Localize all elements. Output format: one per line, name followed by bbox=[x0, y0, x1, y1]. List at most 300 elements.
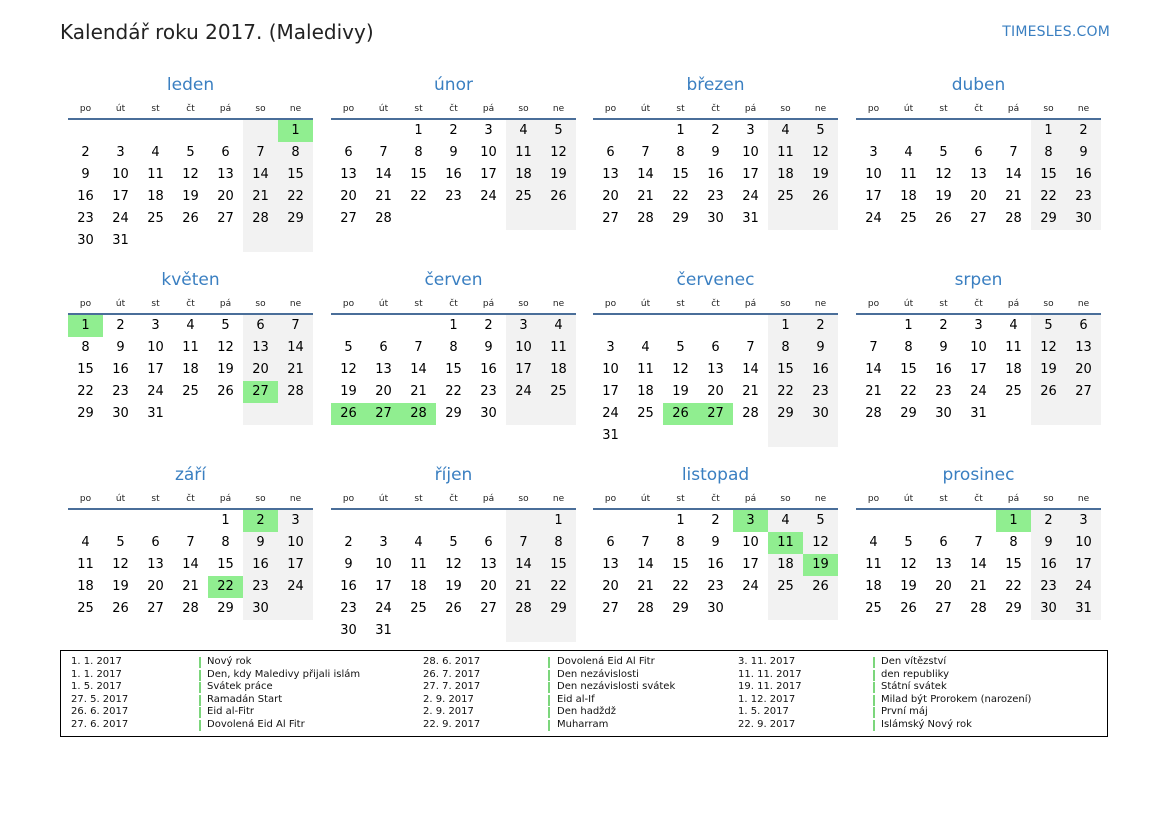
legend-date: 19. 11. 2017 bbox=[738, 681, 802, 693]
day-cell: 4 bbox=[541, 315, 576, 337]
day-cell: 18 bbox=[900, 189, 917, 204]
weekday-label: po bbox=[604, 104, 617, 114]
day-cell: 27 bbox=[602, 601, 619, 616]
empty-cell bbox=[278, 403, 313, 425]
weekday-label: čt bbox=[186, 494, 195, 504]
day-cell: 21 bbox=[970, 579, 987, 594]
empty-cell bbox=[803, 598, 838, 620]
weekday-label: st bbox=[414, 299, 423, 309]
day-cell: 29 bbox=[672, 601, 689, 616]
day-cell: 15 bbox=[410, 167, 427, 182]
day-cell: 8 bbox=[541, 532, 576, 554]
weekday-label: st bbox=[676, 494, 685, 504]
weekday-label: so bbox=[1043, 104, 1054, 114]
day-cell: 4 bbox=[506, 120, 541, 142]
empty-cell bbox=[593, 315, 628, 337]
empty-cell bbox=[541, 403, 576, 425]
day-cell: 28 bbox=[742, 406, 759, 421]
day-cell: 30 bbox=[1031, 598, 1066, 620]
day-cell: 1 bbox=[676, 513, 685, 528]
day-cell: 3 bbox=[506, 315, 541, 337]
day-cell: 7 bbox=[869, 340, 878, 355]
day-cell: 7 bbox=[1009, 145, 1018, 160]
holiday-legend bbox=[60, 650, 1108, 737]
day-cell: 6 bbox=[974, 145, 983, 160]
day-cell: 6 bbox=[606, 535, 615, 550]
day-cell: 7 bbox=[379, 145, 388, 160]
day-cell: 10 bbox=[506, 337, 541, 359]
legend-date: 28. 6. 2017 bbox=[423, 656, 481, 667]
day-cell: 17 bbox=[147, 362, 164, 377]
day-cell: 11 bbox=[541, 337, 576, 359]
day-cell: 3 bbox=[151, 318, 160, 333]
legend-name: Dovolená Eid Al Fitr bbox=[557, 656, 655, 667]
day-cell: 12 bbox=[672, 362, 689, 377]
day-cell: 11 bbox=[900, 167, 917, 182]
weekday-label: út bbox=[378, 104, 389, 114]
empty-cell bbox=[366, 510, 401, 532]
weekday-label: út bbox=[115, 494, 126, 504]
day-cell: 23 bbox=[707, 579, 724, 594]
empty-cell bbox=[436, 620, 471, 642]
weekday-label: po bbox=[342, 299, 355, 309]
weekday-label: čt bbox=[449, 104, 458, 114]
holiday-day: 28 bbox=[401, 403, 436, 425]
day-cell: 9 bbox=[711, 145, 720, 160]
day-cell: 13 bbox=[147, 557, 164, 572]
day-cell: 23 bbox=[445, 189, 462, 204]
empty-cell bbox=[173, 510, 208, 532]
day-cell: 27 bbox=[602, 211, 619, 226]
legend-color-bar bbox=[873, 657, 875, 668]
day-cell: 1 bbox=[414, 123, 423, 138]
day-cell: 2 bbox=[81, 145, 90, 160]
day-cell: 28 bbox=[243, 208, 278, 230]
legend-color-bar bbox=[199, 657, 201, 668]
day-cell: 12 bbox=[541, 142, 576, 164]
day-cell: 11 bbox=[1005, 340, 1022, 355]
day-cell: 5 bbox=[186, 145, 195, 160]
day-cell: 2 bbox=[1031, 510, 1066, 532]
day-cell: 4 bbox=[186, 318, 195, 333]
weekday-label: ne bbox=[1077, 299, 1090, 309]
month-name: únor bbox=[434, 75, 473, 95]
day-cell: 2 bbox=[1066, 120, 1101, 142]
weekday-label: po bbox=[867, 104, 880, 114]
day-cell: 25 bbox=[768, 576, 803, 598]
day-cell: 30 bbox=[707, 601, 724, 616]
day-cell: 29 bbox=[900, 406, 917, 421]
day-cell: 1 bbox=[541, 510, 576, 532]
day-cell: 23 bbox=[1066, 186, 1101, 208]
day-cell: 20 bbox=[217, 189, 234, 204]
day-cell: 17 bbox=[865, 189, 882, 204]
weekday-header bbox=[68, 100, 313, 120]
weekday-header bbox=[68, 295, 313, 315]
weekday-label: so bbox=[1043, 299, 1054, 309]
day-cell: 11 bbox=[865, 557, 882, 572]
weekday-label: so bbox=[518, 104, 529, 114]
day-cell: 19 bbox=[445, 579, 462, 594]
day-cell: 20 bbox=[340, 189, 357, 204]
day-cell: 31 bbox=[1066, 598, 1101, 620]
empty-cell bbox=[208, 230, 243, 252]
day-cell: 7 bbox=[641, 145, 650, 160]
weekday-label: út bbox=[378, 494, 389, 504]
weekday-label: so bbox=[518, 494, 529, 504]
day-cell: 12 bbox=[935, 167, 952, 182]
day-cell: 12 bbox=[445, 557, 462, 572]
day-cell: 12 bbox=[1031, 337, 1066, 359]
day-cell: 22 bbox=[1005, 579, 1022, 594]
day-cell: 29 bbox=[217, 601, 234, 616]
day-cell: 16 bbox=[243, 554, 278, 576]
day-cell: 26 bbox=[900, 601, 917, 616]
weekday-label: ne bbox=[552, 494, 565, 504]
day-cell: 22 bbox=[278, 186, 313, 208]
weekday-label: pá bbox=[744, 494, 757, 504]
day-cell: 20 bbox=[1066, 359, 1101, 381]
empty-cell bbox=[68, 510, 103, 532]
days-grid bbox=[331, 120, 576, 230]
legend-name: Den, kdy Maledivy přijali islám bbox=[207, 668, 361, 680]
month-block bbox=[593, 464, 838, 620]
day-cell: 23 bbox=[707, 189, 724, 204]
weekday-label: po bbox=[342, 104, 355, 114]
day-cell: 15 bbox=[768, 359, 803, 381]
weekday-header bbox=[856, 490, 1101, 510]
legend-name: Den nezávislosti svátek bbox=[557, 681, 676, 693]
day-cell: 21 bbox=[182, 579, 199, 594]
day-cell: 22 bbox=[672, 189, 689, 204]
day-cell: 4 bbox=[768, 120, 803, 142]
month-block bbox=[68, 269, 313, 425]
weekday-label: pá bbox=[219, 299, 232, 309]
holiday-day: 27 bbox=[243, 381, 278, 403]
days-grid bbox=[68, 120, 313, 252]
empty-cell bbox=[401, 510, 436, 532]
day-cell: 16 bbox=[935, 362, 952, 377]
day-cell: 2 bbox=[711, 123, 720, 138]
legend-color-bar bbox=[548, 670, 550, 681]
legend-name: Den nezávislosti bbox=[557, 668, 639, 680]
day-cell: 18 bbox=[506, 164, 541, 186]
day-cell: 10 bbox=[112, 167, 129, 182]
legend-color-bar bbox=[548, 707, 550, 718]
weekday-label: út bbox=[378, 299, 389, 309]
day-cell: 23 bbox=[935, 384, 952, 399]
day-cell: 26 bbox=[445, 601, 462, 616]
legend-date: 26. 7. 2017 bbox=[423, 668, 481, 680]
weekday-label: pá bbox=[1007, 494, 1020, 504]
legend-name: Ramadán Start bbox=[207, 693, 283, 705]
day-cell: 21 bbox=[865, 384, 882, 399]
legend-color-bar bbox=[873, 682, 875, 693]
month-name: leden bbox=[166, 75, 215, 95]
day-cell: 14 bbox=[637, 557, 654, 572]
day-cell: 6 bbox=[221, 145, 230, 160]
holiday-day: 3 bbox=[733, 510, 768, 532]
day-cell: 2 bbox=[711, 513, 720, 528]
weekday-label: po bbox=[604, 494, 617, 504]
weekday-label: st bbox=[414, 104, 423, 114]
day-cell: 21 bbox=[243, 186, 278, 208]
day-cell: 30 bbox=[935, 406, 952, 421]
legend-name: Eid al-Fitr bbox=[207, 706, 254, 718]
day-cell: 20 bbox=[243, 359, 278, 381]
day-cell: 5 bbox=[1031, 315, 1066, 337]
day-cell: 23 bbox=[803, 381, 838, 403]
day-cell: 14 bbox=[182, 557, 199, 572]
day-cell: 5 bbox=[116, 535, 125, 550]
days-grid bbox=[593, 315, 838, 447]
weekday-label: ne bbox=[814, 104, 827, 114]
empty-cell bbox=[208, 403, 243, 425]
weekday-label: po bbox=[604, 299, 617, 309]
day-cell: 7 bbox=[186, 535, 195, 550]
weekday-label: ne bbox=[552, 104, 565, 114]
day-cell: 21 bbox=[506, 576, 541, 598]
empty-cell bbox=[926, 120, 961, 142]
page-title: Kalendář roku 2017. (Maledivy) bbox=[60, 20, 374, 44]
day-cell: 21 bbox=[410, 384, 427, 399]
day-cell: 14 bbox=[1005, 167, 1022, 182]
day-cell: 5 bbox=[803, 120, 838, 142]
day-cell: 9 bbox=[803, 337, 838, 359]
day-cell: 10 bbox=[1066, 532, 1101, 554]
empty-cell bbox=[541, 208, 576, 230]
day-cell: 21 bbox=[375, 189, 392, 204]
empty-cell bbox=[856, 120, 891, 142]
days-grid bbox=[856, 315, 1101, 425]
day-cell: 17 bbox=[970, 362, 987, 377]
day-cell: 24 bbox=[970, 384, 987, 399]
day-cell: 25 bbox=[410, 601, 427, 616]
month-block bbox=[593, 269, 838, 447]
empty-cell bbox=[628, 425, 663, 447]
days-grid bbox=[331, 510, 576, 642]
day-cell: 15 bbox=[900, 362, 917, 377]
day-cell: 26 bbox=[182, 211, 199, 226]
legend-color-bar bbox=[199, 682, 201, 693]
weekday-header bbox=[856, 100, 1101, 120]
holiday-day: 27 bbox=[366, 403, 401, 425]
empty-cell bbox=[401, 315, 436, 337]
legend-date: 1. 1. 2017 bbox=[71, 668, 122, 680]
day-cell: 9 bbox=[939, 340, 948, 355]
day-cell: 17 bbox=[1066, 554, 1101, 576]
weekday-header bbox=[331, 490, 576, 510]
weekday-label: pá bbox=[1007, 299, 1020, 309]
day-cell: 6 bbox=[939, 535, 948, 550]
empty-cell bbox=[243, 230, 278, 252]
day-cell: 3 bbox=[746, 123, 755, 138]
empty-cell bbox=[436, 510, 471, 532]
day-cell: 1 bbox=[904, 318, 913, 333]
day-cell: 19 bbox=[112, 579, 129, 594]
weekday-label: út bbox=[903, 104, 914, 114]
day-cell: 17 bbox=[112, 189, 129, 204]
day-cell: 18 bbox=[77, 579, 94, 594]
day-cell: 15 bbox=[278, 164, 313, 186]
day-cell: 31 bbox=[742, 211, 759, 226]
day-cell: 29 bbox=[768, 403, 803, 425]
empty-cell bbox=[471, 510, 506, 532]
day-cell: 31 bbox=[147, 406, 164, 421]
day-cell: 29 bbox=[672, 211, 689, 226]
day-cell: 27 bbox=[1066, 381, 1101, 403]
day-cell: 11 bbox=[182, 340, 199, 355]
weekday-label: čt bbox=[974, 494, 983, 504]
legend-name: Muharram bbox=[557, 719, 609, 730]
day-cell: 4 bbox=[81, 535, 90, 550]
weekday-label: pá bbox=[482, 494, 495, 504]
day-cell: 16 bbox=[1066, 164, 1101, 186]
day-cell: 19 bbox=[182, 189, 199, 204]
day-cell: 17 bbox=[602, 384, 619, 399]
legend-name: Milad být Prorokem (narození) bbox=[881, 693, 1032, 705]
day-cell: 18 bbox=[637, 384, 654, 399]
empty-cell bbox=[593, 510, 628, 532]
month-block bbox=[331, 464, 576, 642]
month-name: červen bbox=[424, 270, 483, 290]
day-cell: 18 bbox=[768, 554, 803, 576]
legend-date: 27. 7. 2017 bbox=[423, 681, 481, 693]
day-cell: 22 bbox=[768, 381, 803, 403]
day-cell: 22 bbox=[77, 384, 94, 399]
day-cell: 6 bbox=[379, 340, 388, 355]
month-name: listopad bbox=[681, 465, 750, 485]
legend-color-bar bbox=[199, 670, 201, 681]
day-cell: 9 bbox=[81, 167, 90, 182]
day-cell: 30 bbox=[340, 623, 357, 638]
day-cell: 28 bbox=[637, 211, 654, 226]
legend-name: Eid al-If bbox=[557, 693, 595, 705]
day-cell: 9 bbox=[1066, 142, 1101, 164]
month-name: březen bbox=[686, 75, 745, 95]
day-cell: 19 bbox=[672, 384, 689, 399]
site-link[interactable]: TIMESLES.COM bbox=[1002, 24, 1110, 40]
day-cell: 13 bbox=[935, 557, 952, 572]
holiday-day: 22 bbox=[208, 576, 243, 598]
weekday-label: po bbox=[867, 299, 880, 309]
day-cell: 31 bbox=[602, 428, 619, 443]
empty-cell bbox=[663, 425, 698, 447]
day-cell: 8 bbox=[449, 340, 458, 355]
weekday-label: pá bbox=[744, 104, 757, 114]
day-cell: 6 bbox=[151, 535, 160, 550]
day-cell: 29 bbox=[278, 208, 313, 230]
day-cell: 4 bbox=[414, 535, 423, 550]
weekday-label: ne bbox=[814, 299, 827, 309]
weekday-label: ne bbox=[289, 104, 302, 114]
day-cell: 20 bbox=[602, 189, 619, 204]
day-cell: 4 bbox=[768, 510, 803, 532]
day-cell: 24 bbox=[375, 601, 392, 616]
day-cell: 3 bbox=[974, 318, 983, 333]
day-cell: 19 bbox=[340, 384, 357, 399]
empty-cell bbox=[278, 598, 313, 620]
legend-name: Svátek práce bbox=[207, 681, 273, 693]
empty-cell bbox=[471, 208, 506, 230]
day-cell: 22 bbox=[672, 579, 689, 594]
weekday-label: pá bbox=[219, 494, 232, 504]
weekday-label: čt bbox=[974, 104, 983, 114]
day-cell: 28 bbox=[278, 381, 313, 403]
day-cell: 29 bbox=[77, 406, 94, 421]
weekday-label: st bbox=[939, 299, 948, 309]
legend-color-bar bbox=[199, 695, 201, 706]
month-block bbox=[331, 269, 576, 425]
legend-date: 11. 11. 2017 bbox=[738, 668, 802, 680]
month-name: červenec bbox=[676, 270, 755, 290]
day-cell: 22 bbox=[900, 384, 917, 399]
legend-color-bar bbox=[873, 707, 875, 718]
day-cell: 21 bbox=[637, 579, 654, 594]
empty-cell bbox=[733, 598, 768, 620]
weekday-label: st bbox=[676, 104, 685, 114]
day-cell: 10 bbox=[147, 340, 164, 355]
day-cell: 22 bbox=[410, 189, 427, 204]
day-cell: 31 bbox=[112, 233, 129, 248]
day-cell: 24 bbox=[1066, 576, 1101, 598]
day-cell: 11 bbox=[768, 142, 803, 164]
empty-cell bbox=[243, 120, 278, 142]
legend-date: 27. 5. 2017 bbox=[71, 693, 129, 705]
empty-cell bbox=[768, 598, 803, 620]
day-cell: 21 bbox=[637, 189, 654, 204]
day-cell: 25 bbox=[77, 601, 94, 616]
empty-cell bbox=[856, 510, 891, 532]
day-cell: 30 bbox=[112, 406, 129, 421]
weekday-label: po bbox=[867, 494, 880, 504]
day-cell: 25 bbox=[541, 381, 576, 403]
day-cell: 11 bbox=[147, 167, 164, 182]
day-cell: 8 bbox=[1009, 535, 1018, 550]
day-cell: 23 bbox=[340, 601, 357, 616]
weekday-header bbox=[331, 295, 576, 315]
day-cell: 20 bbox=[602, 579, 619, 594]
day-cell: 4 bbox=[904, 145, 913, 160]
holiday-day: 1 bbox=[996, 510, 1031, 532]
legend-color-bar bbox=[548, 657, 550, 668]
day-cell: 30 bbox=[707, 211, 724, 226]
holiday-day: 19 bbox=[803, 554, 838, 576]
month-block bbox=[593, 74, 838, 230]
weekday-label: ne bbox=[289, 494, 302, 504]
day-cell: 7 bbox=[506, 532, 541, 554]
day-cell: 8 bbox=[278, 142, 313, 164]
legend-name: Nový rok bbox=[207, 656, 252, 667]
day-cell: 29 bbox=[541, 598, 576, 620]
day-cell: 9 bbox=[711, 535, 720, 550]
empty-cell bbox=[506, 208, 541, 230]
day-cell: 27 bbox=[340, 211, 357, 226]
day-cell: 5 bbox=[676, 340, 685, 355]
weekday-label: ne bbox=[1077, 104, 1090, 114]
empty-cell bbox=[68, 120, 103, 142]
day-cell: 3 bbox=[116, 145, 125, 160]
holiday-day: 1 bbox=[278, 120, 313, 142]
day-cell: 23 bbox=[77, 211, 94, 226]
day-cell: 24 bbox=[742, 579, 759, 594]
weekday-label: st bbox=[414, 494, 423, 504]
day-cell: 20 bbox=[707, 384, 724, 399]
month-block bbox=[68, 74, 313, 252]
day-cell: 16 bbox=[445, 167, 462, 182]
empty-cell bbox=[103, 510, 138, 532]
day-cell: 7 bbox=[974, 535, 983, 550]
